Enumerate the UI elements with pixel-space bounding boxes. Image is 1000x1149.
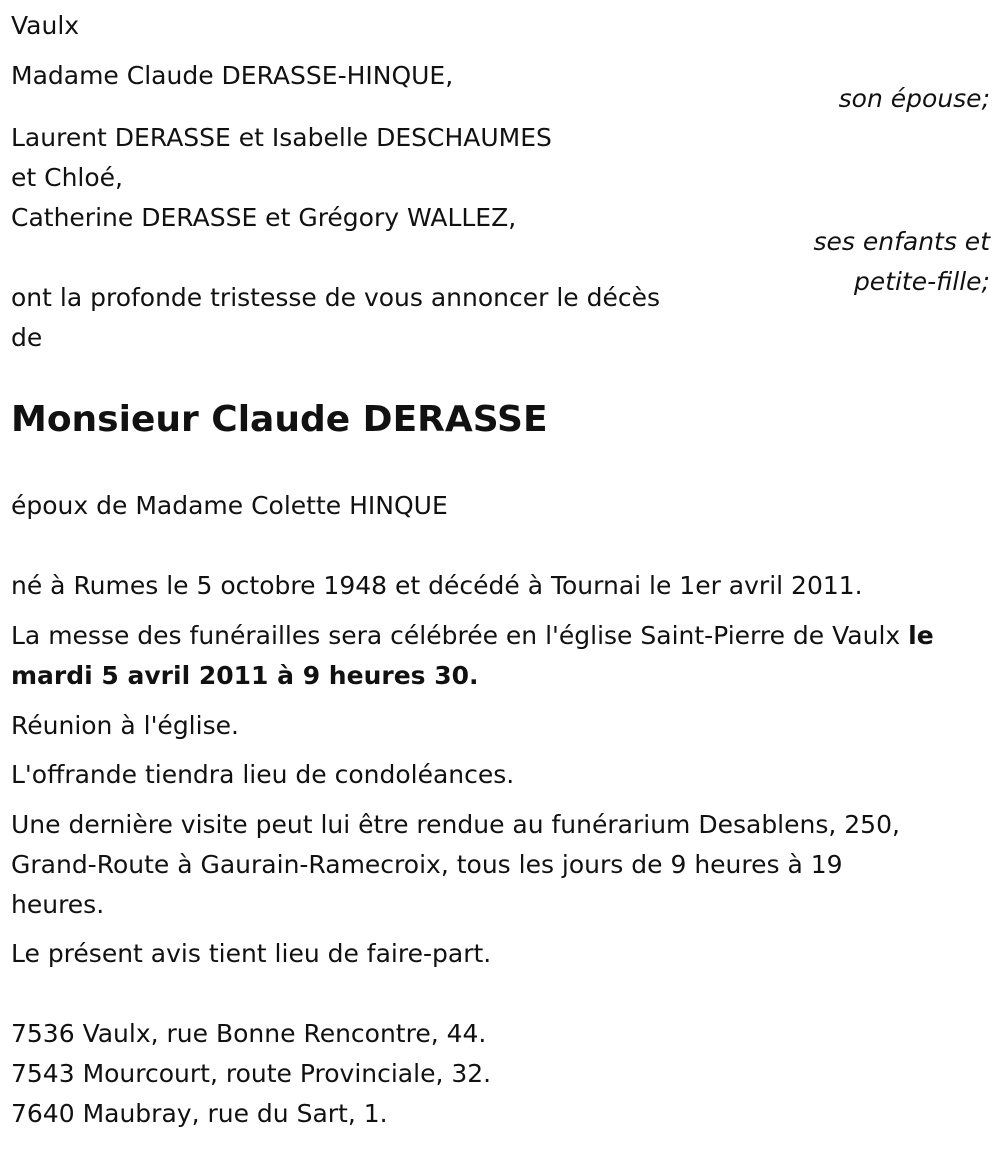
meeting-text: Réunion à l'église. [11, 711, 239, 740]
birth-death: né à Rumes le 5 octobre 1948 et décédé à Tournai le 1er avril 2011. [11, 571, 863, 600]
children-role-line-2: petite-fille; [853, 267, 990, 296]
children-line-2: et Chloé, [11, 163, 123, 192]
mass-bold-part-2: mardi 5 avril 2011 à 9 heures 30. [11, 661, 479, 690]
locality-header: Vaulx [11, 11, 80, 40]
address-vaulx: 7536 Vaulx, rue Bonne Rencontre, 44. [11, 1019, 487, 1048]
spouse-name: Madame Claude DERASSE-HINQUE, [11, 61, 454, 90]
children-line-3: Catherine DERASSE et Grégory WALLEZ, [11, 203, 517, 232]
offering-text: L'offrande tiendra lieu de condoléances. [11, 760, 515, 789]
deceased-name: Monsieur Claude DERASSE [11, 399, 548, 440]
mass-line-2 [11, 656, 479, 696]
children-line-1: Laurent DERASSE et Isabelle DESCHAUMES [11, 123, 552, 152]
children-role-line-1: ses enfants et [813, 227, 990, 256]
visit-line-1: Une dernière visite peut lui être rendue au funérarium Desablens, 250, [11, 810, 900, 839]
mass-text: La messe des funérailles sera célébrée en l'église Saint-Pierre de Vaulx [11, 621, 901, 650]
mass-line-1 [11, 616, 934, 656]
visit-line-2: Grand-Route à Gaurain-Ramecroix, tous les jours de 9 heures à 19 [11, 850, 843, 879]
spouse-of: époux de Madame Colette HINQUE [11, 491, 448, 520]
announcement-line-2: de [11, 323, 43, 352]
address-maubray: 7640 Maubray, rue du Sart, 1. [11, 1099, 388, 1128]
address-mourcourt: 7543 Mourcourt, route Provinciale, 32. [11, 1059, 492, 1088]
spouse-role: son épouse; [838, 84, 990, 113]
announcement-line-1: ont la profonde tristesse de vous annoncer le décès [11, 283, 661, 312]
mass-bold-part-1: le [908, 621, 934, 650]
visit-line-3: heures. [11, 890, 105, 919]
notice-text: Le présent avis tient lieu de faire-part. [11, 939, 492, 968]
